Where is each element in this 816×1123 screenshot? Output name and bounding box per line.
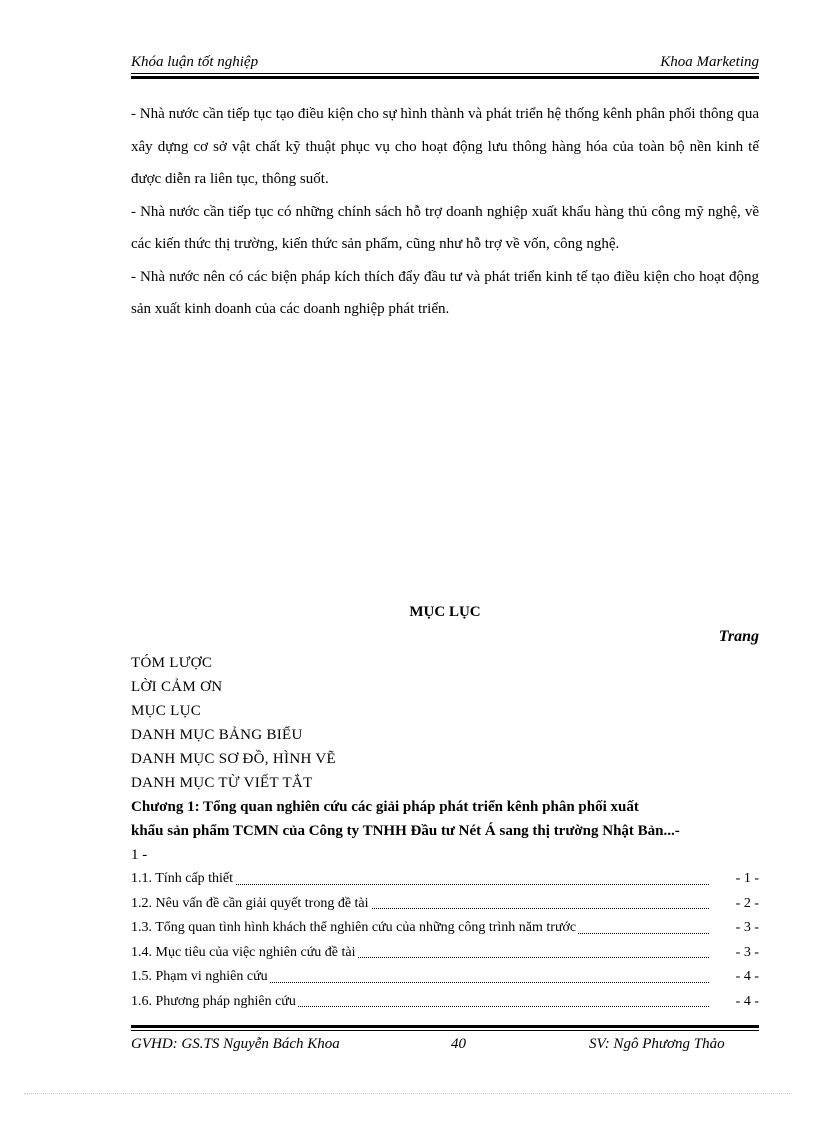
toc-front-item: TÓM LƯỢC xyxy=(131,655,213,671)
toc-entry-title: 1.2. Nêu vấn đề cần giải quyết trong đề tài xyxy=(131,895,369,911)
toc-entry-page: - 2 - xyxy=(734,892,759,917)
header-rule-thick xyxy=(131,76,759,79)
toc-entry-page: - 4 - xyxy=(734,965,759,990)
toc-entry-title: 1.4. Mục tiêu của việc nghiên cứu đề tài xyxy=(131,944,356,960)
toc-front-item: DANH MỤC BẢNG BIỂU xyxy=(131,727,303,743)
paragraph: - Nhà nước cần tiếp tục tạo điều kiện cho sự hình thành và phát triển hệ thống kênh phân phối thông qua xây dựng cơ sở vật chất kỹ thuật phục vụ cho hoạt động lưu thông hàng hóa của toàn bộ nền kinh tế được diễn ra liên tục, thông suốt. xyxy=(131,106,759,187)
toc-entry-page: - 1 - xyxy=(734,867,759,892)
toc-entry xyxy=(131,941,759,966)
toc-entry xyxy=(131,965,759,990)
toc-entry-title: 1.3. Tổng quan tình hình khách thể nghiên cứu của những công trình năm trước xyxy=(131,920,577,935)
toc-entry xyxy=(131,990,759,1015)
page-header xyxy=(131,52,759,74)
toc-front-item: DANH MỤC TỪ VIẾT TẮT xyxy=(131,775,313,791)
toc-chapter-heading-line2: khẩu sản phẩm TCMN của Công ty TNHH Đầu tư Nét Á sang thị trường Nhật Bản...- xyxy=(131,823,680,839)
toc-front-item: LỜI CẢM ƠN xyxy=(131,679,223,695)
toc-chapter-page: 1 - xyxy=(131,847,148,863)
footer-advisor: GVHD: GS.TS Nguyễn Bách Khoa xyxy=(131,1036,340,1052)
paragraph: - Nhà nước nên có các biện pháp kích thích đẩy đầu tư và phát triển kinh tế tạo điều kiện cho hoạt động sản xuất kinh doanh của các doanh nghiệp phát triển. xyxy=(131,268,759,317)
page-number: 40 xyxy=(451,1036,466,1052)
toc-page-label: Trang xyxy=(718,628,759,645)
toc-entry-page: - 4 - xyxy=(734,990,759,1015)
toc-front-item: MỤC LỤC xyxy=(131,703,202,719)
toc-entry-title: 1.1. Tính cấp thiết xyxy=(131,871,233,886)
toc-entry-title: 1.5. Phạm vi nghiên cứu xyxy=(131,969,268,984)
toc-entry-title: 1.6. Phương pháp nghiên cứu xyxy=(131,993,296,1009)
toc-entry-page: - 3 - xyxy=(734,916,759,941)
header-right: Khoa Marketing xyxy=(660,54,759,70)
toc-entry xyxy=(131,867,759,892)
toc-title: MỤC LỤC xyxy=(409,604,481,620)
toc-entry xyxy=(131,892,759,917)
page-edge-divider xyxy=(24,1093,792,1094)
footer-rule-thin xyxy=(131,1030,759,1031)
page-footer xyxy=(131,1034,759,1056)
header-rule-thin xyxy=(131,73,759,74)
table-of-contents xyxy=(131,651,759,1014)
footer-student: SV: Ngô Phương Thảo xyxy=(589,1036,725,1052)
toc-front-item: DANH MỤC SƠ ĐỒ, HÌNH VẼ xyxy=(131,751,336,767)
body-text xyxy=(131,98,759,326)
toc-entry xyxy=(131,916,759,941)
toc-entry-page: - 3 - xyxy=(734,941,759,966)
footer-rule-thick xyxy=(131,1025,759,1028)
toc-chapter-heading-line1: Chương 1: Tổng quan nghiên cứu các giải pháp phát triển kênh phân phối xuất xyxy=(131,799,639,815)
paragraph: - Nhà nước cần tiếp tục có những chính sách hỗ trợ doanh nghiệp xuất khẩu hàng thủ công mỹ nghệ, về các kiến thức thị trường, kiến thức sản phẩm, cũng như hỗ trợ về vốn, công nghệ. xyxy=(131,203,759,252)
header-left: Khóa luận tốt nghiệp xyxy=(131,54,259,70)
